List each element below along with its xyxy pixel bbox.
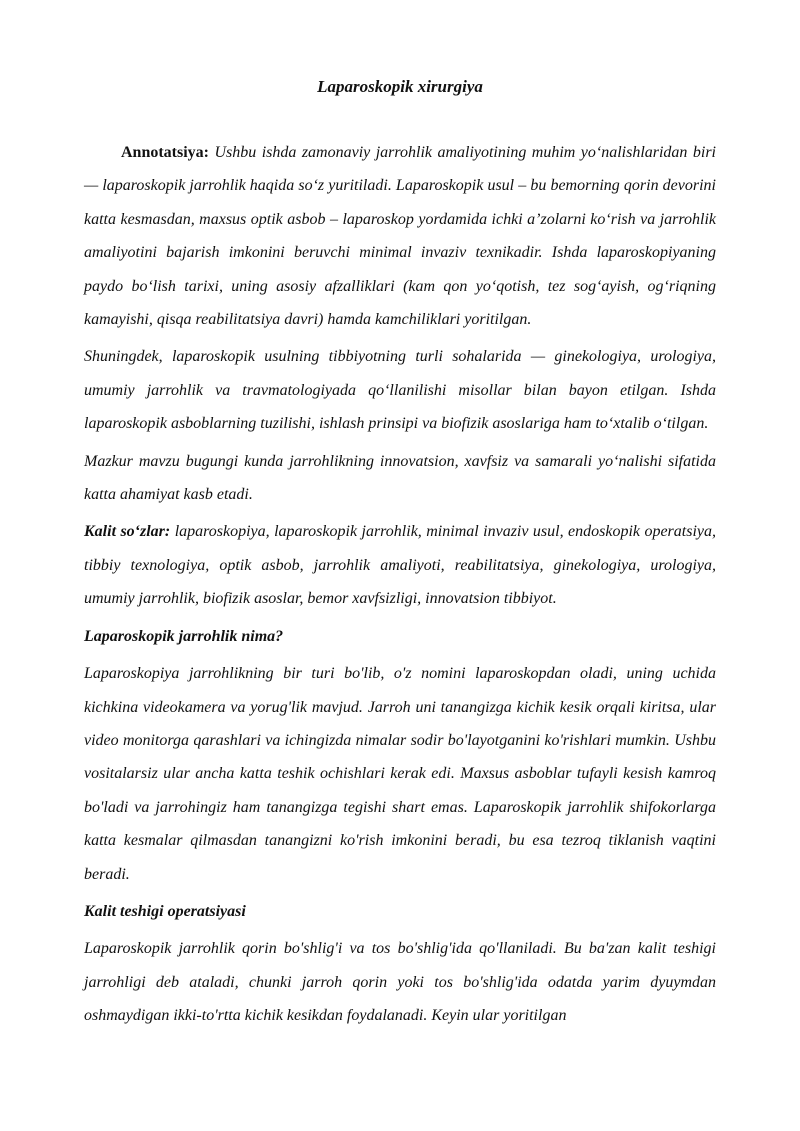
paragraph-significance: Mazkur mavzu bugungi kunda jarrohlikning innovatsion, xavfsiz va samarali yo‘nalishi sifatida katta ahamiyat kasb etadi. [84,452,716,504]
section-what-is-text: Laparoskopiya jarrohlikning bir turi bo'lib, o'z nomini laparoskopdan oladi, uning uchida kichkina videokamera va yorug'lik mavjud. Jarroh uni tanangizga kichik kesik orqali kiritsa, ular video monitorga qarashlari va ichingizda nimalar sodir bo'layotganini ko'rishlari mumkin. Ushbu vositalarsiz ular ancha katta teshik ochishlari kerak edi. Maxsus asboblar tufayli kesish kamroq bo'ladi va jarrohingiz ham tanangizga tegishi shart emas. Laparoskopik jarrohlik shifokorlarga katta kesmalar qilmasdan tanangizni ko'rish imkonini beradi, bu esa tezroq tiklanish vaqtini beradi. [84,665,716,883]
document-page [84,72,716,1037]
document-title: Laparoskopik xirurgiya [317,77,483,96]
keywords-text: laparoskopiya, laparoskopik jarrohlik, minimal invaziv usul, endoskopik operatsiya, tibbiy texnologiya, optik asbob, jarrohlik amaliyoti, reabilitatsiya, ginekologiya, urologiya, umumiy jarrohlik, biofizik asoslar, bemor xavfsizligi, innovatsion tibbiyot. [84,523,717,608]
annotation-label: Annotatsiya: [121,144,210,161]
section-heading-what-is: Laparoskopik jarrohlik nima? [84,627,284,645]
annotation-paragraph [84,136,716,336]
paragraph-applications: Shuningdek, laparoskopik usulning tibbiyotning turli sohalarida — ginekologiya, urologiya, umumiy jarrohlik va travmatologiyada qo‘llanilishi misollar bilan bayon etilgan. Ishda laparoskopik asboblarning tuzilishi, ishlash prinsipi va biofizik asoslariga ham to‘xtalib o‘tilgan. [84,348,716,433]
annotation-text: Ushbu ishda zamonaviy jarrohlik amaliyotining muhim yo‘nalishlaridan biri — laparoskopik jarrohlik haqida so‘z yuritiladi. Laparoskopik usul – bu bemorning qorin devorini katta kesmasdan, maxsus optik asbob – laparoskop yordamida ichki a’zolarni ko‘rish va jarrohlik amaliyotini bajarish imkonini beruvchi minimal invaziv texnikadir. Ishda laparoskopiyaning paydo bo‘lish tarixi, uning asosiy afzalliklari (kam qon yo‘qotish, tez sog‘ayish, og‘riqning kamayishi, qisqa reabilitatsiya davri) hamda kamchiliklari yoritilgan. [84,144,716,329]
section-heading-keyhole: Kalit teshigi operatsiyasi [84,902,246,920]
keywords-label: Kalit so‘zlar: [84,523,171,541]
section-keyhole-text: Laparoskopik jarrohlik qorin bo'shlig'i va tos bo'shlig'ida qo'llaniladi. Bu ba'zan kalit teshigi jarrohligi deb ataladi, chunki jarroh qorin yoki tos bo'shlig'ida odatda yarim dyuymdan oshmaydigan ikki-to'rtta kichik kesikdan foydalanadi. Keyin ular yoritilgan [84,940,716,1025]
keywords-paragraph [84,515,716,615]
